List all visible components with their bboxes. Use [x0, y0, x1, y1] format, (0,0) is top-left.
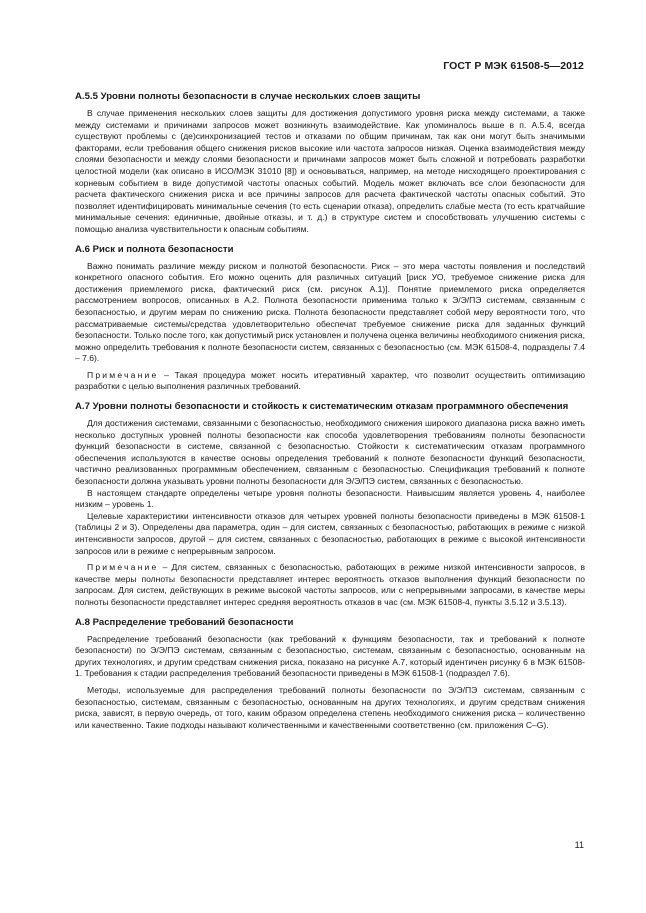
page-number: 11 [574, 840, 584, 850]
section-a6-title: А.6 Риск и полнота безопасности [75, 243, 234, 255]
section-a7-title: А.7 Уровни полноты безопасности и стойкость к систематическим отказам программного обеспечения [75, 401, 569, 413]
note-text: – Для систем, связанных с безопасностью, работающих в режиме низкой интенсивности запросов, в качестве меры полноты безопасности представляет интерес вероятность отказов выполнения функций безопасности по запросам. Для систем, действующих в режиме высокой частоты запросов, или с непрерывными запросами, в качестве меры полноты безопасности представляет интерес средняя вероятность отказов в час (см. МЭК 61508-4, пункты 3.5.12 и 3.5.13). [75, 562, 585, 607]
section-a55-paragraph: В случае применения нескольких слоев защиты для достижения допустимого уровня риска между системами, а также между системами и причинами запросов может возникнуть взаимодействие. Как упоминалось выше в п. А.5.4, всегда существуют проблемы с (де)синхронизацией тестов и отказами по общим причинам, так как они могут быть значимыми факторами, если требования общего снижения рисков высокие или частота запросов низкая. Оценка взаимодействия между слоями безопасности и между слоями безопасности и причинами запросов может быть сложной и потребовать разработки целостной модели (как описано в ИСО/МЭК 31010 [8]) и основываться, например, на методе нисходящего проектирования с корневым событием в виде допустимой частоты опасных событий. Модель может включать все слои безопасности для расчета фактического снижения риска и все причины запросов для расчета фактической частоты опасных событий. Это позволяет идентифицировать минимальные сечения (то есть сценарии отказа), определить слабые места (то есть кратчайшие минимальные сечения: единичные, двойные отказы, и т. д.) в структуре систем и способствовать улучшению системы с помощью анализа чувствительности к опасным событиям. [75, 108, 585, 234]
section-a8-paragraph-2: Методы, используемые для распределения требований полноты безопасности по Э/Э/ПЭ системам, связанным с безопасностью, системам, связанным с безопасностью, основанным на других технологиях, и другим средствам снижения риска, зависят, в первую очередь, от того, каким образом определена степень необходимого снижения риска – количественно или качественно. Такие подходы называют количественными и качественными соответственно (см. приложения С–G). [75, 684, 585, 730]
section-a8-paragraph-1: Распределение требований безопасности (как требований к функциям безопасности, так и требований к полноте безопасности) по Э/Э/ПЭ системам, связанным с безопасностью, системам, связанным с безопасностью, основанным на других технологиях, и другим средствам снижения риска, показано на рисунке А.7, который идентичен рисунку 6 в МЭК 61508-1. Требования к стадии распределения требований безопасности приведены в МЭК 61508-1 (подраздел 7.6). [75, 633, 585, 679]
note-text: – Такая процедура может носить итеративный характер, что позволит осуществить оптимизацию разработки с целью выполнения различных требований. [75, 369, 585, 392]
section-a6-note [75, 370, 585, 393]
section-a7-note [75, 562, 585, 608]
section-a7-paragraph-3: Целевые характеристики интенсивности отказов для четырех уровней полноты безопасности приведены в МЭК 61508-1 (таблицы 2 и 3). Определены два параметра, один – для систем, связанных с безопасностью, работающих в режиме с низкой интенсивности запросов, другой – для систем, связанных с безопасностью, работающих в режиме с высокой интенсивности запросов или в режиме с непрерывным запросом. [75, 510, 585, 556]
section-a6-paragraph: Важно понимать различие между риском и полнотой безопасности. Риск – это мера частоты появления и последствий конкретного опасного события. Его можно оценить для различных ситуаций [риск УО, требуемое снижение риска для достижения приемлемого риска, фактический риск (см. рисунок А.1)]. Понятие приемлемого риска определяется рассмотрением вопросов, описанных в А.2. Полнота безопасности применима только к Э/Э/ПЭ системам, связанным с безопасностью, и другим мерам по снижению риска. Полнота безопасности представляет собой меру вероятности того, что рассматриваемые системы/средства удовлетворительно обеспечат требуемое снижение риска для заданных функций безопасности. Только после того, как допустимый риск установлен и получена оценка величины необходимого снижения риска, можно определить требования к полноте безопасности систем, связанных с безопасностью (см. МЭК 61508-4, подразделы 7.4 – 7.6). [75, 260, 585, 364]
section-a55-title: А.5.5 Уровни полноты безопасности в случае нескольких слоев защиты [75, 91, 421, 102]
note-label: Примечание [87, 562, 159, 573]
section-a8-title: А.8 Распределение требований безопасности [75, 616, 294, 628]
standard-designation: ГОСТ Р МЭК 61508-5—2012 [443, 60, 584, 72]
section-a7-paragraph-1: Для достижения системами, связанными с безопасностью, необходимого снижения широкого диапазона риска важно иметь несколько доступных уровней полноты безопасности как способа удовлетворения требованиям полноты безопасности функций безопасности в системе, связанной с безопасностью. Стойкости к систематическим отказам программного обеспечения используются в качестве основы определения требований к полноте безопасности функций безопасности, частично реализованных программным обеспечением, связанным с безопасностью. Спецификация требований к полноте безопасности должна указывать уровни полноты безопасности для Э/Э/ПЭ систем, связанных с безопасностью. [75, 418, 585, 487]
note-label: Примечание [87, 369, 159, 380]
page-content [75, 90, 585, 731]
section-a7-paragraph-2: В настоящем стандарте определены четыре уровня полноты безопасности. Наивысшим является уровень 4, наиболее низким – уровень 1. [75, 487, 585, 510]
